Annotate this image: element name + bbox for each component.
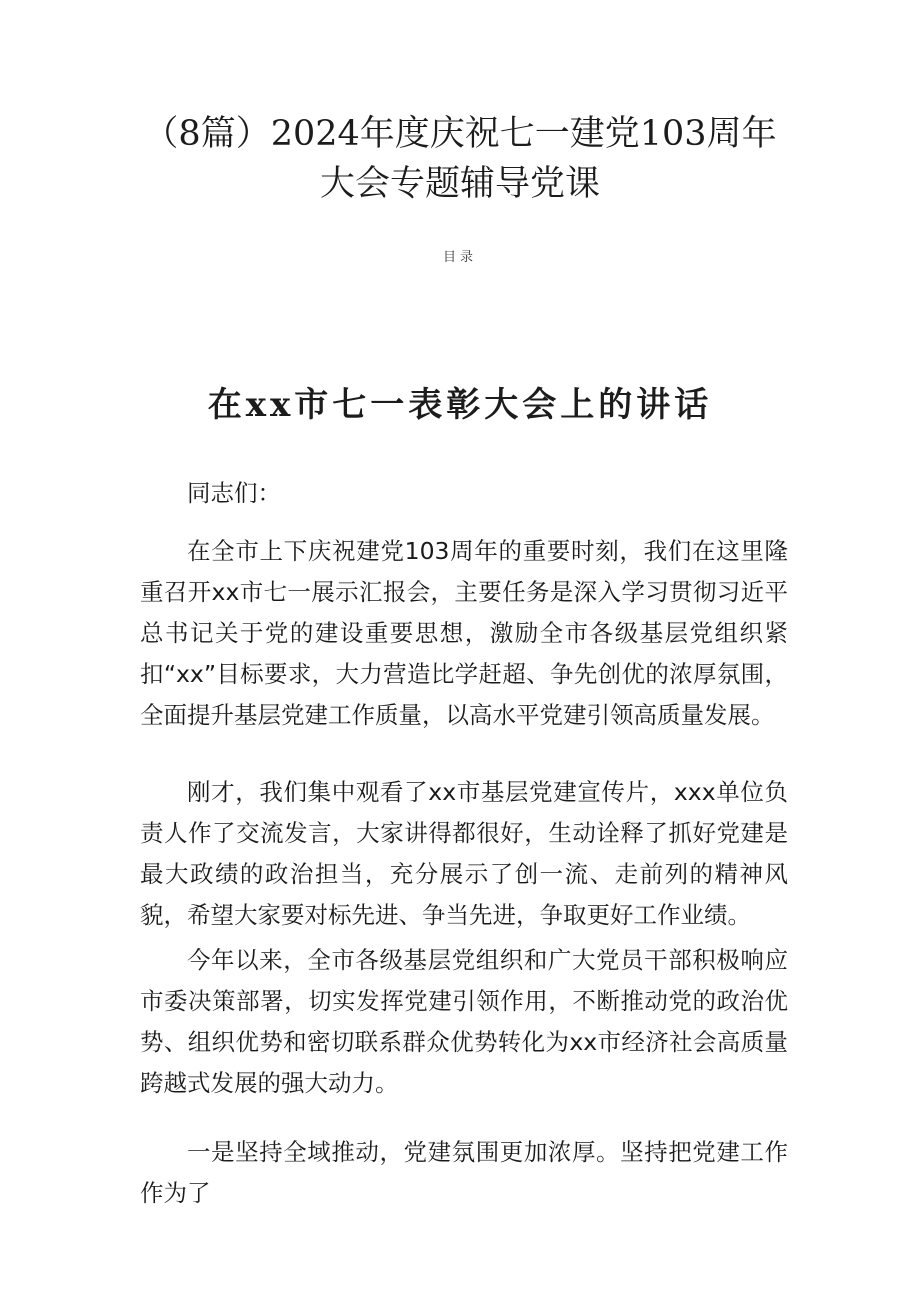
body-paragraph: 在全市上下庆祝建党103周年的重要时刻，我们在这里隆重召开xx市七一展示汇报会，主要任务是深入学习贯彻习近平总书记关于党的建设重要思想，激励全市各级基层党组织紧扣“xx”目标要求，大力营造比学赶超、争先创优的浓厚氛围，全面提升基层党建工作质量，以高水平党建引领高质量发展。 (140, 537, 788, 729)
table-of-contents-label[interactable]: 目录 (442, 250, 477, 265)
document-title-line-2: 大会专题辅导党课 (319, 164, 600, 204)
body-paragraph: 今年以来，全市各级基层党组织和广大党员干部积极响应市委决策部署，切实发挥党建引领作用，不断推动党的政治优势、组织优势和密切联系群众优势转化为xx市经济社会高质量跨越式发展的强大动力。 (140, 946, 788, 1097)
body-paragraph: 刚才，我们集中观看了xx市基层党建宣传片，xxx单位负责人作了交流发言，大家讲得都很好，生动诠释了抓好党建是最大政绩的政治担当，充分展示了创一流、走前列的精神风貌，希望大家要对标先进、争当先进，争取更好工作业绩。 (140, 778, 788, 929)
body-paragraph: 一是坚持全域推动，党建氛围更加浓厚。坚持把党建工作作为了 (140, 1138, 788, 1207)
speech-title: 在xx市七一表彰大会上的讲话 (207, 385, 713, 425)
document-title-line-1: （8篇）2024年度庆祝七一建党103周年 (143, 114, 777, 154)
greeting: 同志们： (187, 479, 281, 507)
